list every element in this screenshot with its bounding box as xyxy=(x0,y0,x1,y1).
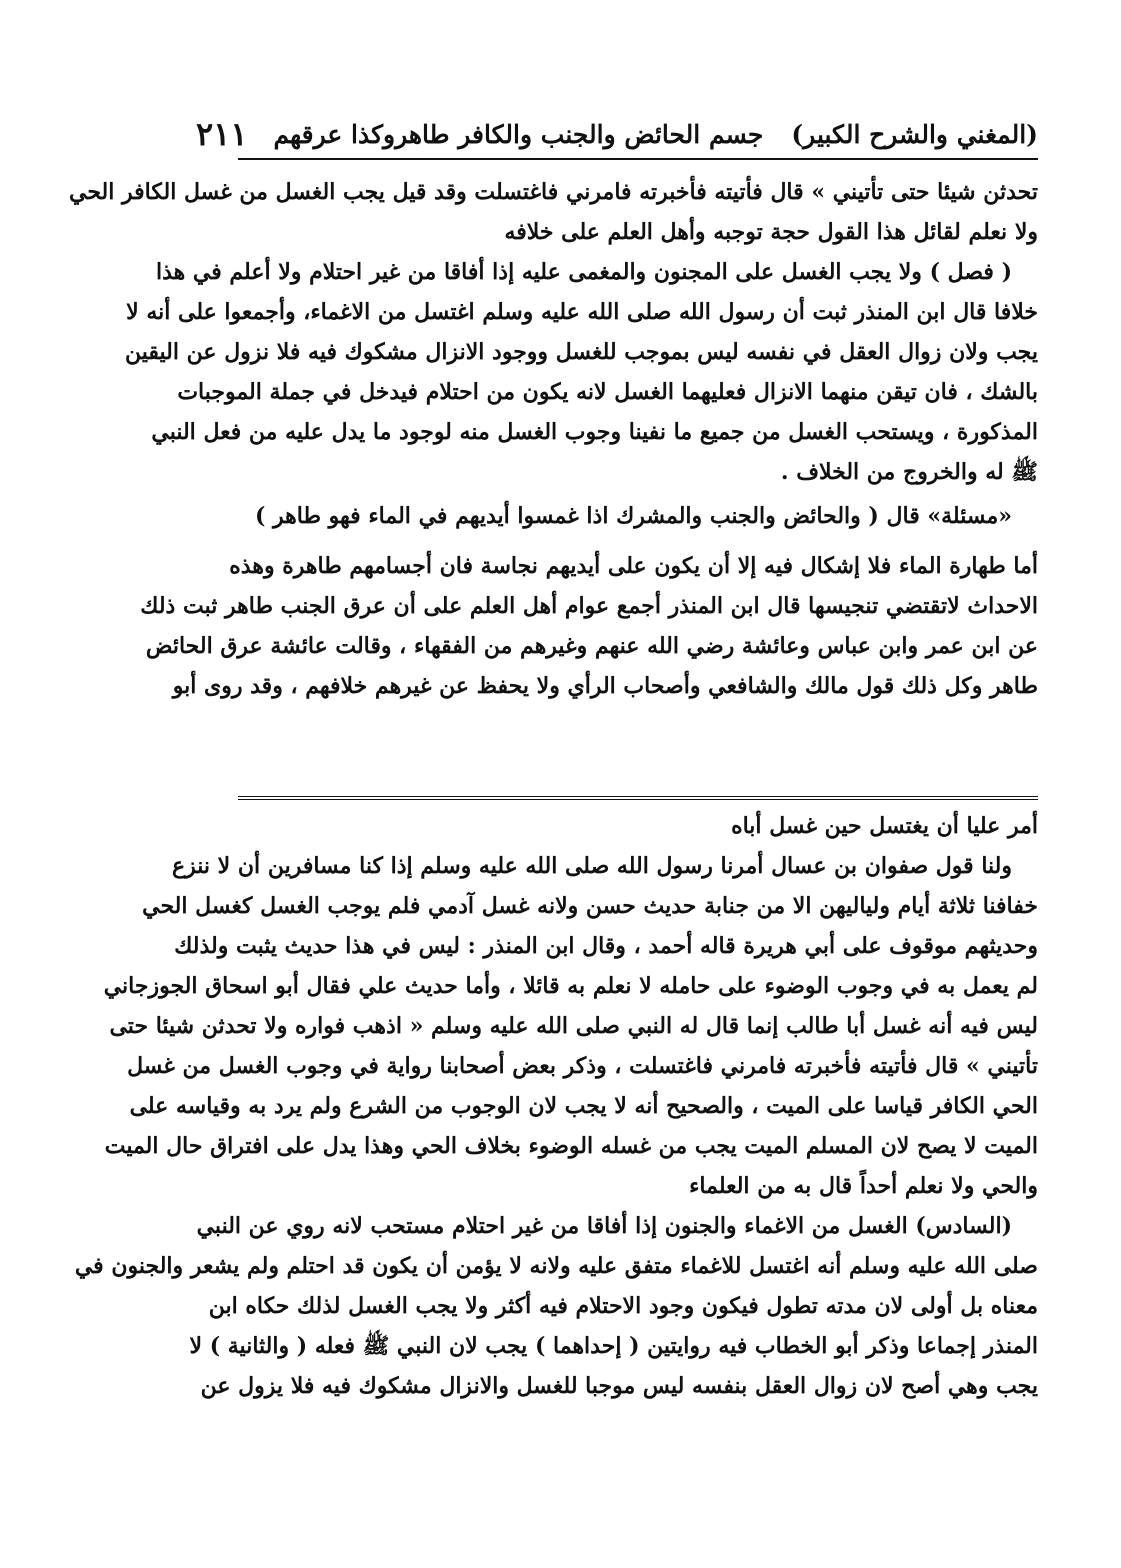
text-line: ﷺ له والخروج من الخلاف . xyxy=(780,459,1038,485)
text-line: أمر عليا أن يغتسل حين غسل أباه xyxy=(731,813,1038,839)
text-line: لم يعمل به في وجوب الوضوء على حامله لا نعلم به قائلا ، وأما حديث علي فقال أبو اسحاق الجوزجاني xyxy=(103,973,1038,999)
text-line: تحدثن شيئا حتى تأتيني » قال فأتيته فأخبرته فامرني فاغتسلت وقد قيل يجب الغسل من غسل الكافر الحي xyxy=(68,179,1038,205)
page-number: ٢١١ xyxy=(195,115,248,153)
text-line: تأتيني » قال فأتيته فأخبرته فامرني فاغتسلت ، وذكر بعض أصحابنا رواية في وجوب الغسل من غسل xyxy=(127,1053,1038,1079)
text-line: وحديثهم موقوف على أبي هريرة قاله أحمد ، وقال ابن المنذر : ليس في هذا حديث يثبت ولذلك xyxy=(174,933,1038,959)
section-divider xyxy=(238,796,1038,800)
book-title: (المغني والشرح الكبير) xyxy=(791,119,1038,149)
text-line: الحي الكافر قياسا على الميت ، والصحيح أنه لا يجب لان الوجوب من الشرع ولم يرد به وقياسه على xyxy=(129,1093,1038,1119)
text-line: ولا نعلم لقائل هذا القول حجة توجبه وأهل العلم على خلافه xyxy=(504,219,1038,245)
text-line: خلافا قال ابن المنذر ثبت أن رسول الله صلى الله عليه وسلم اغتسل من الاغماء، وأجمعوا على أنه لا xyxy=(126,299,1038,325)
text-line: يجب ولان زوال العقل في نفسه ليس بموجب للغسل ووجود الانزال مشكوك فيه فلا نزول عن اليقين xyxy=(125,339,1038,365)
text-line: ليس فيه أنه غسل أبا طالب إنما قال له النبي صلى الله عليه وسلم « اذهب فواره ولا تحدثن شيئا حتى xyxy=(109,1013,1038,1039)
text-line: ولنا قول صفوان بن عسال أمرنا رسول الله صلى الله عليه وسلم إذا كنا مسافرين أن لا ننزع xyxy=(172,853,1012,879)
text-line: معناه بل أولى لان مدته تطول فيكون وجود الاحتلام فيه أكثر ولا يجب الغسل لذلك حكاه ابن xyxy=(208,1293,1038,1319)
masala-heading: «مسئلة» قال ( والحائض والجنب والمشرك اذا غمسوا أيديهم في الماء فهو طاهر ) xyxy=(254,503,1012,529)
commentary-text xyxy=(74,806,1038,1406)
page-header xyxy=(195,112,1038,156)
text-line: بالشك ، فان تيقن منهما الانزال فعليهما الغسل لانه يكون من احتلام فيدخل في جملة الموجبات xyxy=(177,379,1038,405)
text-line: أما طهارة الماء فلا إشكال فيه إلا أن يكون على أيديهم نجاسة فان أجسامهم طاهرة وهذه xyxy=(229,553,1038,579)
main-text xyxy=(68,172,1038,706)
text-line: خفافنا ثلاثة أيام ولياليهن الا من جنابة حديث حسن ولانه غسل آدمي فلم يوجب الغسل كغسل الحي xyxy=(142,893,1038,919)
text-line: طاهر وكل ذلك قول مالك والشافعي وأصحاب الرأي ولا يحفظ عن غيرهم خلافهم ، وقد روى أبو xyxy=(172,673,1038,699)
text-line: (السادس) الغسل من الاغماء والجنون إذا أفاقا من غير احتلام مستحب لانه روي عن النبي xyxy=(196,1213,1012,1239)
header-rule xyxy=(238,158,1038,160)
text-line: صلى الله عليه وسلم أنه اغتسل للاغماء متفق عليه ولانه لا يؤمن أن يكون قد احتلم ولم يشعر والجنون في xyxy=(74,1253,1038,1279)
text-line: المنذر إجماعا وذكر أبو الخطاب فيه روايتين ( إحداهما ) يجب لان النبي ﷺ فعله ( والثانية ) لا xyxy=(189,1333,1038,1359)
text-line: المذكورة ، ويستحب الغسل من جميع ما نفينا وجوب الغسل منه لوجود ما يدل عليه من فعل النبي xyxy=(151,419,1038,445)
running-title: جسم الحائض والجنب والكافر طاهروكذا عرقهم xyxy=(273,119,764,149)
text-line: عن ابن عمر وابن عباس وعائشة رضي الله عنهم وغيرهم من الفقهاء ، وقالت عائشة عرق الحائض xyxy=(145,633,1038,659)
text-line: الاحداث لاتقتضي تنجيسها قال ابن المنذر أجمع عوام أهل العلم على أن عرق الجنب طاهر ثبت ذلك xyxy=(140,593,1038,619)
text-line: الميت لا يصح لان المسلم الميت يجب من غسله الوضوء بخلاف الحي وهذا يدل على افتراق حال الميت xyxy=(104,1133,1038,1159)
text-line: ( فصل ) ولا يجب الغسل على المجنون والمغمى عليه إذا أفاقا من غير احتلام ولا أعلم في هذا xyxy=(155,259,1012,285)
text-line: يجب وهي أصح لان زوال العقل بنفسه ليس موجبا للغسل والانزال مشكوك فيه فلا يزول عن xyxy=(200,1373,1038,1399)
text-line: والحي ولا نعلم أحداً قال به من العلماء xyxy=(689,1173,1038,1199)
